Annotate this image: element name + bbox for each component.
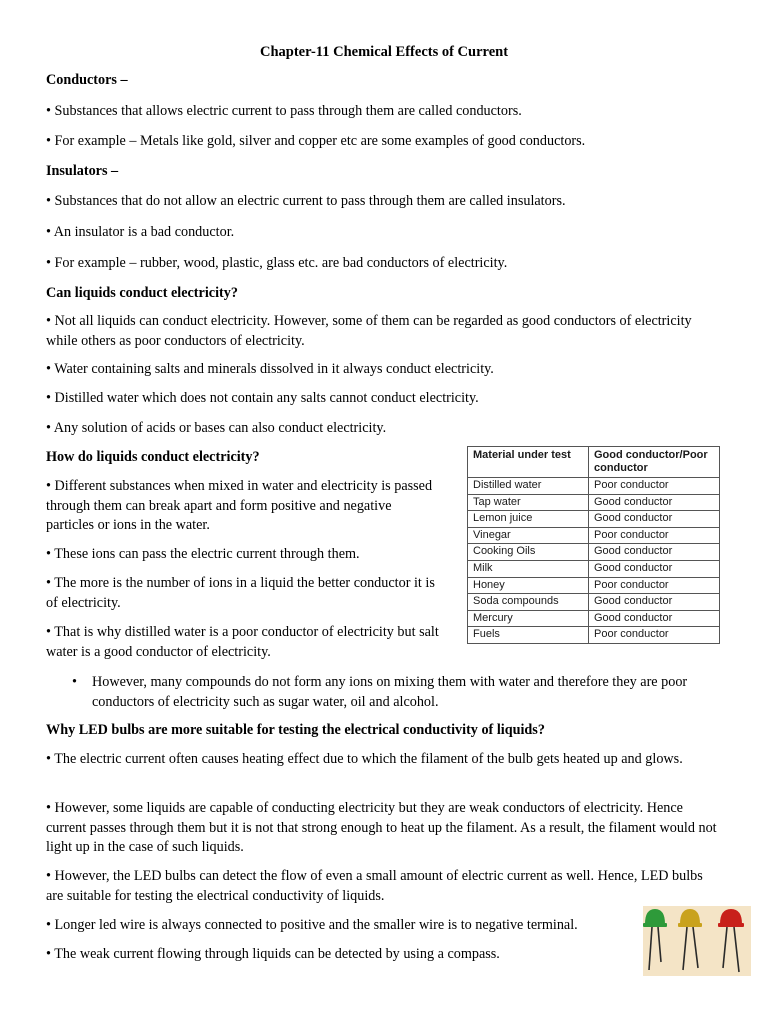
table-cell-result: Good conductor [589, 610, 720, 627]
table-cell-result: Good conductor [589, 594, 720, 611]
table-cell-result: Poor conductor [589, 527, 720, 544]
how-liquids-point: • The more is the number of ions in a liquid the better conductor it is of electricity. [46, 575, 435, 611]
liquids-point: • Not all liquids can conduct electricity. However, some of them can be regarded as good conductors of electricity while others as poor conductors of electricity. [46, 313, 692, 349]
liquids-point: • Distilled water which does not contain any salts cannot conduct electricity. [46, 390, 479, 406]
conductivity-table [467, 446, 720, 644]
conductors-point: • Substances that allows electric current to pass through them are called conductors. [46, 103, 522, 119]
led-heading: Why LED bulbs are more suitable for testing the electrical conductivity of liquids? [46, 722, 545, 738]
table-cell-material: Distilled water [468, 478, 589, 495]
table-cell-material: Mercury [468, 610, 589, 627]
insulators-point: • An insulator is a bad conductor. [46, 224, 235, 240]
conductors-heading: Conductors – [46, 72, 128, 88]
table-header-row [468, 447, 720, 478]
table-cell-material: Cooking Oils [468, 544, 589, 561]
how-liquids-point: • These ions can pass the electric current through them. [46, 546, 360, 562]
table-row [468, 544, 720, 561]
table-cell-result: Poor conductor [589, 577, 720, 594]
how-liquids-point: • That is why distilled water is a poor conductor of electricity but salt water is a good conductor of electricity. [46, 624, 439, 660]
liquids-point: • Water containing salts and minerals dissolved in it always conduct electricity. [46, 361, 494, 377]
table-cell-result: Good conductor [589, 544, 720, 561]
table-cell-result: Good conductor [589, 560, 720, 577]
table-cell-material: Honey [468, 577, 589, 594]
table-cell-result: Good conductor [589, 511, 720, 528]
led-point: • Longer led wire is always connected to positive and the smaller wire is to negative terminal. [46, 917, 578, 933]
table-row [468, 577, 720, 594]
table-row [468, 527, 720, 544]
table-row [468, 627, 720, 644]
table-row [468, 494, 720, 511]
table-cell-result: Poor conductor [589, 478, 720, 495]
table-header-material: Material under test [468, 447, 589, 478]
table-cell-material: Lemon juice [468, 511, 589, 528]
liquids-heading: Can liquids conduct electricity? [46, 285, 238, 301]
table-row [468, 511, 720, 528]
table-cell-material: Vinegar [468, 527, 589, 544]
table-cell-material: Tap water [468, 494, 589, 511]
table-row [468, 594, 720, 611]
led-bulbs-image [643, 906, 751, 976]
table-cell-material: Milk [468, 560, 589, 577]
table-row [468, 478, 720, 495]
insulators-point: • For example – rubber, wood, plastic, glass etc. are bad conductors of electricity. [46, 255, 508, 271]
table-cell-result: Good conductor [589, 494, 720, 511]
led-point: • However, some liquids are capable of conducting electricity but they are weak conductors of electricity. Hence current passes through them but it is not that strong enough to heat up the filament. As a result, the filament would not light up in the case of such liquids. [46, 800, 717, 855]
table-cell-result: Poor conductor [589, 627, 720, 644]
bullet-marker: • [72, 674, 77, 690]
table-cell-material: Fuels [468, 627, 589, 644]
led-point: • The electric current often causes heating effect due to which the filament of the bulb gets heated up and glows. [46, 751, 683, 767]
table-row [468, 610, 720, 627]
insulators-heading: Insulators – [46, 163, 119, 179]
liquids-point: • Any solution of acids or bases can also conduct electricity. [46, 420, 387, 436]
how-liquids-point: • Different substances when mixed in water and electricity is passed through them can break apart and form positive and negative particles or ions in the water. [46, 478, 433, 533]
how-liquids-heading: How do liquids conduct electricity? [46, 449, 260, 465]
table-header-result: Good conductor/Poor conductor [589, 447, 720, 478]
table-cell-material: Soda compounds [468, 594, 589, 611]
table-row [468, 560, 720, 577]
sub-point-text: However, many compounds do not form any ions on mixing them with water and therefore they are poor conductors of electricity such as sugar water, oil and alcohol. [92, 674, 688, 710]
page-title: Chapter-11 Chemical Effects of Current [259, 44, 509, 60]
conductors-point: • For example – Metals like gold, silver and copper etc are some examples of good conductors. [46, 133, 586, 149]
led-point: • The weak current flowing through liquids can be detected by using a compass. [46, 946, 500, 962]
led-point: • However, the LED bulbs can detect the flow of even a small amount of electric current as well. Hence, LED bulbs are suitable for testing the electrical conductivity of liquids. [46, 868, 703, 904]
insulators-point: • Substances that do not allow an electric current to pass through them are called insulators. [46, 193, 566, 209]
